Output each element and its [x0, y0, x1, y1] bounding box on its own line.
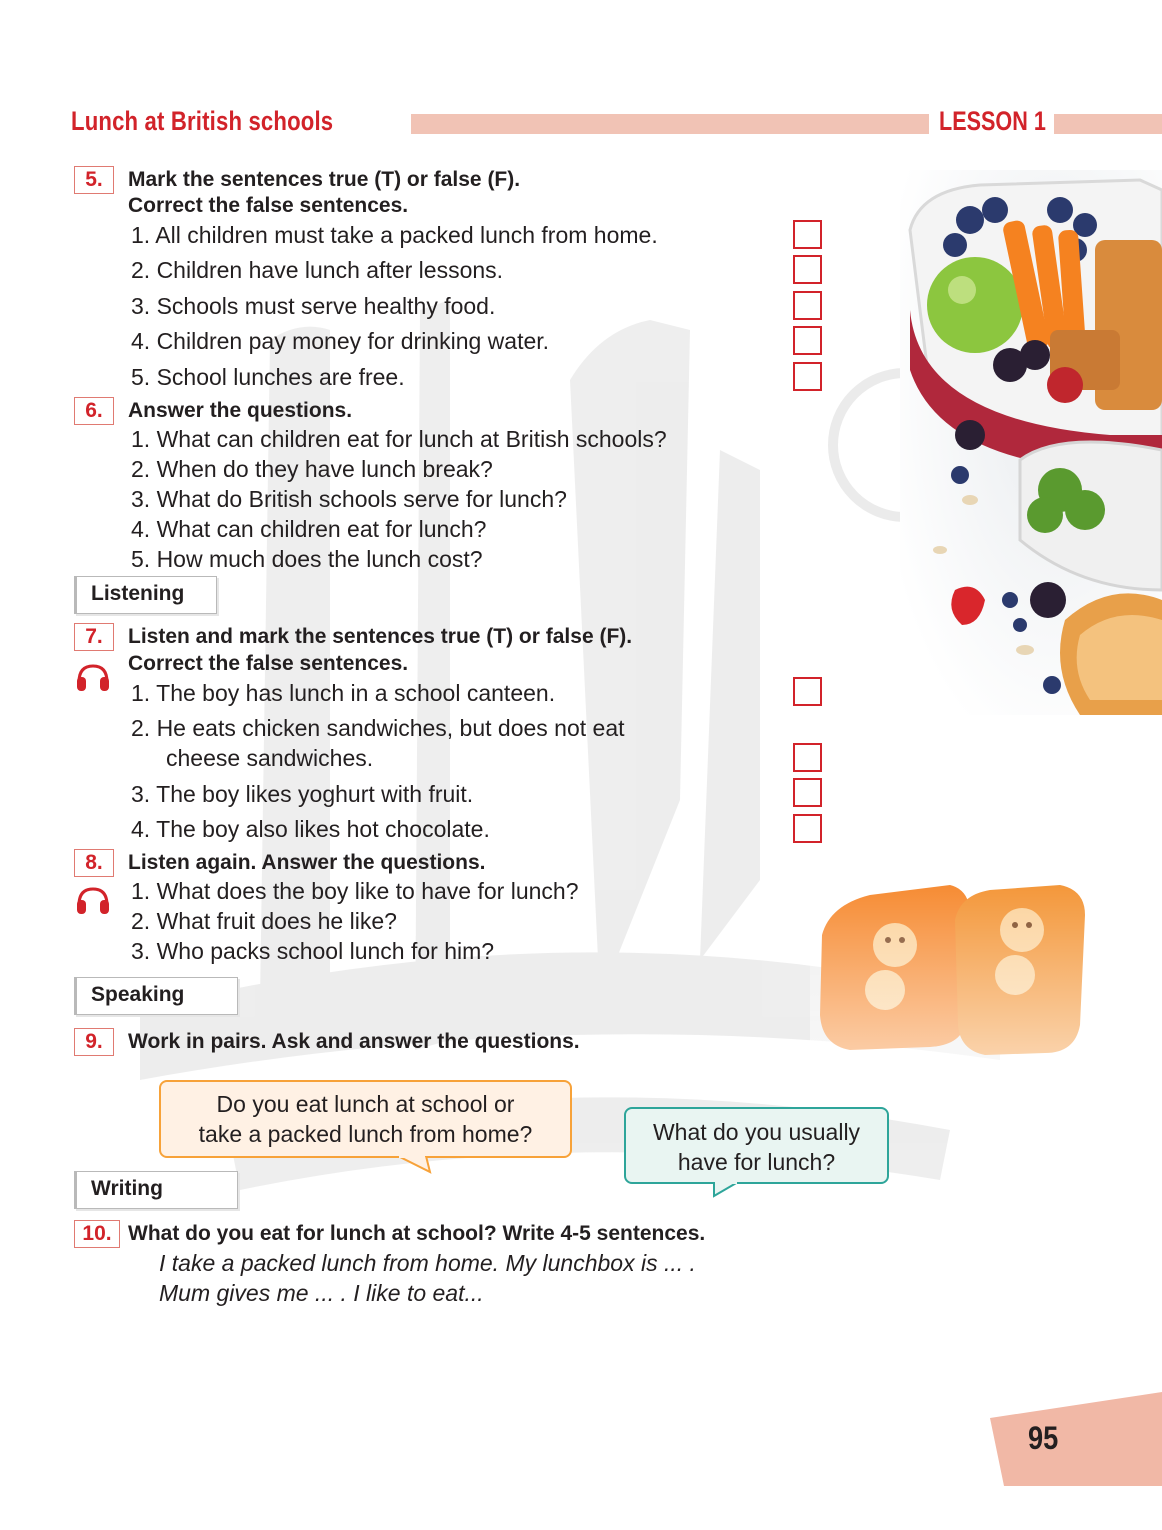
list-item: 2. What fruit does he like? — [131, 908, 397, 934]
orange-lunchboxes-photo — [810, 875, 1100, 1060]
answer-checkbox[interactable] — [793, 291, 822, 320]
task-instruction: Answer the questions. — [128, 399, 353, 422]
task-number: 8. — [74, 849, 114, 877]
header-bar — [411, 114, 929, 134]
answer-checkbox[interactable] — [793, 255, 822, 284]
list-item: 3. The boy likes yoghurt with fruit. — [131, 781, 474, 807]
answer-checkbox[interactable] — [793, 814, 822, 843]
bubble-text: Do you eat lunch at school or — [216, 1091, 515, 1117]
page-number: 95 — [1028, 1420, 1059, 1456]
bubble-tail — [398, 1156, 438, 1174]
list-item: 4. What can children eat for lunch? — [131, 516, 487, 542]
list-item: 4. The boy also likes hot chocolate. — [131, 816, 490, 842]
list-item: 3. Who packs school lunch for him? — [131, 938, 495, 964]
list-item: 2. When do they have lunch break? — [131, 456, 493, 482]
task-number: 5. — [74, 166, 114, 194]
list-item: 3. What do British schools serve for lunch? — [131, 486, 567, 512]
task-number: 9. — [74, 1028, 114, 1056]
speech-bubble-question-1 — [159, 1080, 572, 1158]
answer-checkbox[interactable] — [793, 677, 822, 706]
answer-checkbox[interactable] — [793, 362, 822, 391]
lunchbox-food-photo — [900, 170, 1162, 715]
task-number: 10. — [74, 1220, 120, 1248]
list-item: cheese sandwiches. — [166, 745, 374, 771]
list-item: 1. What can children eat for lunch at British schools? — [131, 426, 667, 452]
task-instruction: Listen and mark the sentences true (T) or false (F). — [128, 625, 633, 648]
page-number-tab — [990, 1392, 1162, 1486]
bubble-tail — [708, 1182, 744, 1198]
bubble-text: have for lunch? — [677, 1149, 836, 1175]
answer-checkbox[interactable] — [793, 326, 822, 355]
task-instruction: Mark the sentences true (T) or false (F). — [128, 168, 521, 191]
task-instruction: Correct the false sentences. — [128, 194, 409, 217]
list-item: 4. Children pay money for drinking water. — [131, 328, 550, 354]
section-listening: Listening — [74, 576, 217, 614]
list-item: 5. School lunches are free. — [131, 364, 405, 390]
bubble-text: take a packed lunch from home? — [198, 1121, 533, 1147]
task-number: 7. — [74, 623, 114, 651]
list-item: 5. How much does the lunch cost? — [131, 546, 483, 572]
headphones-icon[interactable] — [75, 885, 111, 915]
list-item: 3. Schools must serve healthy food. — [131, 293, 496, 319]
task-instruction: Work in pairs. Ask and answer the questions. — [128, 1030, 580, 1053]
list-item: 2. Children have lunch after lessons. — [131, 257, 504, 283]
answer-checkbox[interactable] — [793, 220, 822, 249]
task-instruction: Correct the false sentences. — [128, 652, 409, 675]
task-instruction: What do you eat for lunch at school? Write 4-5 sentences. — [128, 1222, 706, 1245]
example-text: I take a packed lunch from home. My lunchbox is ... . — [159, 1250, 696, 1276]
task-number: 6. — [74, 397, 114, 425]
section-writing: Writing — [74, 1171, 238, 1209]
answer-checkbox[interactable] — [793, 778, 822, 807]
list-item: 1. What does the boy like to have for lunch? — [131, 878, 579, 904]
headphones-icon[interactable] — [75, 662, 111, 692]
list-item: 1. The boy has lunch in a school canteen. — [131, 680, 556, 706]
section-speaking: Speaking — [74, 977, 238, 1015]
lesson-label: LESSON 1 — [939, 106, 1046, 136]
header-bar-right — [1054, 114, 1162, 134]
example-text: Mum gives me ... . I like to eat... — [159, 1280, 484, 1306]
task-instruction: Listen again. Answer the questions. — [128, 851, 486, 874]
bubble-text: What do you usually — [652, 1119, 861, 1145]
list-item: 1. All children must take a packed lunch from home. — [131, 222, 658, 248]
list-item: 2. He eats chicken sandwiches, but does not eat — [131, 715, 625, 741]
page-title: Lunch at British schools — [71, 106, 334, 136]
answer-checkbox[interactable] — [793, 743, 822, 772]
speech-bubble-question-2 — [624, 1107, 889, 1184]
